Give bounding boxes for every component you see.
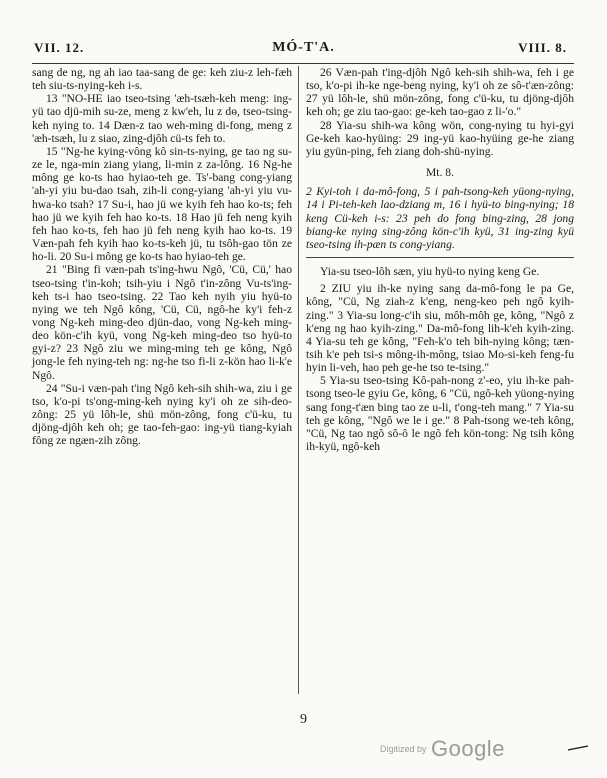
left-column bbox=[32, 66, 292, 448]
digitized-watermark bbox=[380, 736, 505, 762]
summary-rule bbox=[306, 257, 574, 258]
header-rule bbox=[32, 63, 574, 64]
right-column bbox=[306, 66, 574, 453]
watermark-logo: Google bbox=[430, 736, 505, 761]
paragraph: sang de ng, ng ah iao taa-sang de ge: keh ziu-z leh-fæh teh siu-ts-nying-keh i-s. bbox=[32, 66, 292, 93]
running-head-left: VII. 12. bbox=[34, 40, 85, 55]
paragraph: Yia-su tseo-lôh sæn, yiu hyü-to nying keng Ge. bbox=[320, 265, 540, 279]
paragraph: 24 "Su-i væn-pah t'ing Ngô keh-sih shih-wa, ziu i ge tso, k'o-pi ts'ong-ming-keh nying ky'i oh ze sih-deo-zông: 25 yü lôh-le, shü mön-zông, fong c'ü-ku, tu djöng-djôh keh oh; ge tao-feh-gao: ing-yü tiang-kyiah fông ze ngæn-zih zông. bbox=[32, 381, 292, 448]
chapter-heading: Mt. 8. bbox=[425, 166, 455, 180]
page-number: 9 bbox=[300, 712, 307, 727]
paragraph: 28 Yia-su shih-wa kông wön, cong-nying tu hyi-gyi Ge-keh kao-hyüing: 29 ing-yü kao-hyüing ge-he ziang yiu gyün-ping, feh ziang doh-shü-nying. bbox=[306, 118, 574, 158]
running-head-right: VIII. 8. bbox=[518, 40, 567, 55]
corner-scan-mark bbox=[568, 744, 588, 752]
chapter-summary: 2 Kyi-toh i da-mô-fong, 5 i pah-tsong-keh yüong-nying, 14 i Pi-teh-keh lao-dziang m, 16 i hyü-to bing-nying; 18 keng Cü-keh i-s: 23 peh do fong bing-zing, 28 jong biang-ke nying sing-zông kön-c'ih kyü, 31 ing-zing kyü tseo-tsing ih-pæn ts cong-yiang. bbox=[306, 185, 574, 251]
column-divider bbox=[298, 66, 299, 694]
paragraph: 2 ZIU yiu ih-ke nying sang da-mô-fong le pa Ge, kông, "Cü, Ng ziah-z k'eng, neng-keo peh ngô kyih-zing." 3 Yia-su long-c'ih siu, môh-môh ge, kông, "Ngô z k'eng ng hao kyih-zing." Da-mô-fong lih-k'eh kyih-zing. 4 Yia-su teh ge kông, "Feh-k'o teh bih-nying kông; tæn-tsih k'e peh tsi-s mông-ih-mông, tsiao Mo-si-keh feng-fu hyin li-veh, hao peh ge-he tso te-tsing." bbox=[306, 282, 574, 375]
paragraph: 15 "Ng-he kying-vông kô sin-ts-nying, ge tao ng su-ze le, nga-min ziang yiang, li-min z za-lông. 16 Ng-he mông ge ko-ts hao hyiao-teh ge. Ts'-bang cong-yiang 'ah-yi yiu bu-dao tsah, zih-li cong-yiang 'ah-yi yiu vu-hwa-ko tsah? 17 Su-i, hao jü we kyih feh hao ko-ts; feh hao jü we kyih feh hao ko-ts. 18 Hao jü feh neng kyih feh hao ko-ts, feh hao jü feh neng kyih hao ko-ts. 19 Væn-pah feh kyih hao ko-ts-keh jü, tu tsôh-gao tön ze ho-li. 20 Su-i mông ge ko-ts hao hyiao-teh ge. bbox=[32, 144, 292, 264]
running-head-title: MÓ-T'A. bbox=[272, 40, 335, 55]
watermark-prefix: Digitized by bbox=[380, 744, 427, 754]
paragraph: 13 "NO-HE iao tseo-tsing 'æh-tsæh-keh meng: ing-yü tao djü-mih su-ze, meng z kw'eh, lu z dө, tseo-tsing-keh nying to. 14 Dæn-z tao weh-ming di-fong, meng z 'æh-tsæh, lu z siao, zing-djôh cü-ts feh to. bbox=[32, 92, 292, 145]
paragraph: 5 Yia-su tseo-tsing Kô-pah-nong z'-eo, yiu ih-ke pah-tsong tseo-le gyiu Ge, kông, 6 "Cü, ngô-keh yüong-nying sang fong-t'æn bing tao ze u-li, t'ong-teh mang." 7 Yia-su teh ge kông, "Ngô we le i ge." 8 Pah-tsong we-teh kông, "Cü, Ng tao ngô sô-ô le ngô feh kön-tong: Ng tsih kông ih-kyü, ngô-keh bbox=[306, 374, 574, 454]
paragraph: 26 Væn-pah t'ing-djôh Ngô keh-sih shih-wa, feh i ge tso, k'o-pi ih-ke nge-beng nying, ky'i oh ze sô-t'æn-zông: 27 yü lôh-le, shü mön-zông, fong c'ü-ku, tu djöng-djôh keh oh; ge ziu tao-gao: ge-keh tao-gao z li-'o." bbox=[306, 66, 574, 119]
paragraph: 21 "Bing fi væn-pah ts'ing-hwu Ngô, 'Cü, Cü,' hao tseo-tsing t'in-koh; tsih-yiu i Ngô t'in-zông Vu-ts'ing-keh ts-i hao tseo-tsing. 22 Tao keh nyih yiu hyü-to nying we teh Ngô kông, 'Cü, Cü, ngô-he ky'i feh-z vong Ng-keh ming-deo djün-dao, vong Ng-keh ming-deo kön-c'ih kyü, vong Ng-keh ming-deo tso hyü-to gyi-z? 23 Ngô ziu we ming-ming teh ge kông, Ngô jong-le feh nying-teh ng: ng-he tso fi-li z-kön hao li-k'e Ngô. bbox=[32, 263, 292, 382]
